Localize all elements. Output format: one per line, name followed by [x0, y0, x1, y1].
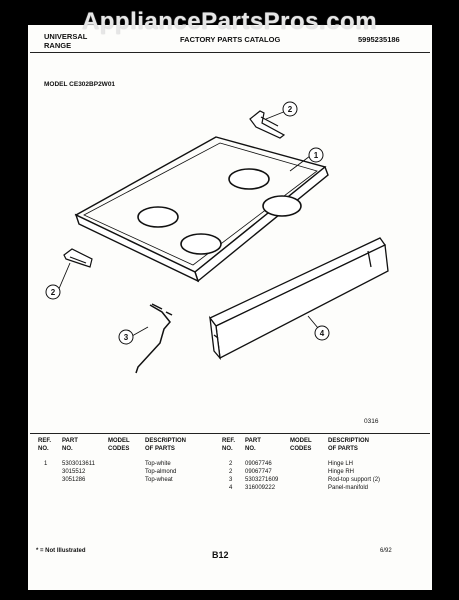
left-row-1-ref: 1 — [44, 461, 48, 467]
callout-2-top-label: 2 — [287, 105, 293, 114]
brand-line-2: RANGE — [44, 41, 72, 50]
exploded-parts-diagram — [28, 25, 432, 445]
left-ref-header-2: NO. — [38, 446, 49, 452]
right-row-1-ref: 2 — [229, 461, 233, 467]
table-top-rule — [30, 433, 430, 434]
right-ref-header-1: REF. — [222, 438, 236, 444]
right-row-3-desc: Rod-top support (2) — [328, 477, 381, 483]
rod-support-part — [136, 304, 172, 373]
left-desc-header-1: DESCRIPTION — [145, 438, 187, 444]
manifold-panel-part — [210, 238, 388, 358]
left-row-2-desc: Top-almond — [145, 469, 177, 475]
right-row-2-desc: Hinge RH — [328, 469, 355, 475]
right-model-header-1: MODEL — [290, 438, 312, 444]
figure-code: 0316 — [364, 418, 379, 425]
callout-3-label: 3 — [123, 333, 129, 342]
right-row-2-ref: 2 — [229, 469, 233, 475]
callout-4-label: 4 — [319, 329, 325, 338]
model-number: MODEL CE302BP2W01 — [44, 81, 116, 88]
not-illustrated-note: * = Not Illustrated — [36, 548, 86, 554]
left-row-3-part: 3051286 — [62, 477, 86, 483]
page-number: B12 — [212, 550, 229, 560]
right-ref-header-2: NO. — [222, 446, 233, 452]
right-desc-header-1: DESCRIPTION — [328, 438, 370, 444]
right-row-3-ref: 3 — [229, 477, 233, 483]
left-model-header-1: MODEL — [108, 438, 130, 444]
cooktop-part — [76, 137, 328, 281]
left-row-3-desc: Top-wheat — [145, 477, 173, 483]
left-model-header-2: CODES — [108, 446, 130, 452]
right-part-header-2: NO. — [245, 446, 256, 452]
left-ref-header-1: REF. — [38, 438, 52, 444]
hinge-lh-part — [64, 249, 92, 267]
right-row-3-part: 5303271609 — [245, 477, 279, 483]
left-part-header-1: PART — [62, 438, 78, 444]
right-row-2-part: 09067747 — [245, 469, 272, 475]
right-row-4-desc: Panel-manifold — [328, 485, 369, 491]
right-desc-header-2: OF PARTS — [328, 446, 358, 452]
left-part-header-2: NO. — [62, 446, 73, 452]
right-row-1-part: 09067746 — [245, 461, 272, 467]
right-model-header-2: CODES — [290, 446, 312, 452]
catalog-title: FACTORY PARTS CATALOG — [180, 35, 281, 44]
callout-1-label: 1 — [313, 151, 319, 160]
left-row-2-part: 3015512 — [62, 469, 86, 475]
watermark: AppliancePartsPros.com — [81, 8, 378, 35]
hinge-rh-part — [250, 111, 284, 138]
right-row-4-ref: 4 — [229, 485, 233, 491]
left-desc-header-2: OF PARTS — [145, 446, 175, 452]
brand-line-1: UNIVERSAL — [44, 32, 88, 41]
right-row-1-desc: Hinge LH — [328, 461, 354, 467]
revision-date: 6/92 — [380, 548, 392, 554]
right-row-4-part: 316009222 — [245, 485, 276, 491]
left-row-1-desc: Top-white — [145, 461, 171, 467]
callout-2-left-label: 2 — [50, 288, 56, 297]
right-part-header-1: PART — [245, 438, 261, 444]
left-row-1-part: 5303013611 — [62, 461, 95, 467]
catalog-number: 5995235186 — [358, 35, 400, 44]
